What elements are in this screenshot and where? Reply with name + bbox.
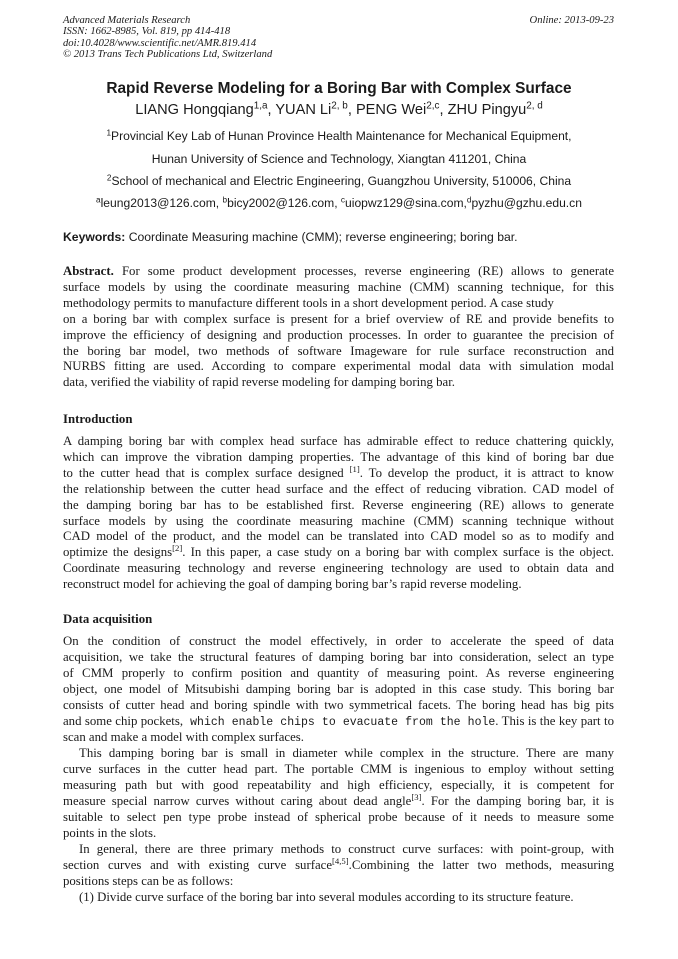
section-heading-introduction: Introduction — [63, 412, 133, 426]
author-affil-sup: 2,c — [426, 100, 440, 112]
abstract-line: methodology permits to manufacture different tools in a short development period. A case study — [63, 295, 554, 310]
citation-ref[interactable]: [2] — [172, 543, 183, 554]
keywords — [63, 230, 518, 244]
abstract-line: Abstract. For some product development processes, reverse engineering (RE) allows to generate — [63, 264, 615, 278]
online-date: Online: 2013-09-23 — [529, 15, 614, 26]
abstract-line: surface models by using the coordinate measuring machine (CMM) scanning technique, for this — [63, 279, 614, 294]
issn-line: ISSN: 1662-8985, Vol. 819, pp 414-418 — [63, 26, 231, 38]
abstract-label: Abstract. — [63, 264, 114, 278]
doi-line: doi:10.4028/www.scientific.net/AMR.819.414 — [63, 37, 257, 49]
author-name: YUAN Li — [275, 102, 332, 118]
abstract-line: the boring bar model, two methods of software Imageware for rule surface reconstruction and — [63, 343, 614, 358]
abstract — [63, 264, 614, 391]
email-link[interactable]: leung2013@126.com — [100, 196, 216, 210]
affiliation-1-line-1: $^1$Provincial Key Lab of Hunan Province Health Maintenance for Mechanical Equipment, — [106, 128, 572, 143]
author-name: PENG Wei — [355, 102, 427, 118]
citation-ref[interactable]: [4,5] — [332, 855, 349, 866]
author-emails: $^a$leung2013@126.com, $^b$bicy2002@126.com, $^c$uiopwz129@sina.com,$^d$pyzhu@gzhu.edu.cn — [96, 195, 582, 210]
author-list: LIANG Hongqiang$^{1,a}$, YUAN Li$^{2, b}$, PENG Wei$^{2,c}$, ZHU Pingyu$^{2, d}$ — [135, 100, 543, 118]
affiliation-sup: 2 — [106, 173, 112, 183]
journal-name: Advanced Materials Research — [63, 15, 191, 26]
introduction-body: A damping boring bar with complex head surface has admirable effect to reduce chattering quickly, which can improve the vibration damping properties. The advantage of this kind of boring bar due to the cutter head that is complex surface designed [1]. To develop the product, it is attract to know the relationship between the cutter head surface and the effect of reducing vibration. CAD model of the damping boring bar has to be established first. Reverse engineering (RE) allows to generate surface models by using the coordinate measuring machine (CMM) scanning technique without CAD model of the product, and the model can be translated into CAD model so as to modify and optimize the designs[2]. In this paper, a case study on a boring bar with complex surface is the object. Coordinate measuring technology and reverse engineering technology are used to obtain data and reconstruct model for achieving the goal of damping boring bar’s rapid reverse modeling. — [63, 434, 614, 592]
affiliation-sup: 1 — [106, 128, 112, 138]
abstract-line: on a boring bar with complex surface is present for a brief overview of RE and provide benefits to — [63, 311, 614, 326]
citation-ref[interactable]: [1] — [349, 464, 360, 475]
affiliation-2: $^2$School of mechanical and Electric Engineering, Guangzhou University, 510006, China — [106, 173, 572, 188]
citation-ref[interactable]: [3] — [411, 792, 422, 803]
email-link[interactable]: bicy2002@126.com — [227, 196, 335, 210]
section-heading-data-acquisition: Data acquisition — [63, 612, 153, 626]
abstract-line: NURBS fitting are used. According to compare experimental modal data with simulation modal — [63, 359, 614, 374]
abstract-line: data, verified the viability of rapid reverse modeling for damping boring bar. — [63, 375, 455, 390]
paper-title: Rapid Reverse Modeling for a Boring Bar with Complex Surface — [106, 80, 572, 97]
keywords-text: Coordinate Measuring machine (CMM); reverse engineering; boring bar. — [128, 230, 518, 244]
author-affil-sup: 1,a — [253, 100, 268, 112]
author-name: ZHU Pingyu — [447, 102, 527, 118]
author-affil-sup: 2, d — [526, 100, 543, 112]
copyright-line: © 2013 Trans Tech Publications Ltd, Switzerland — [63, 48, 273, 60]
affiliation-1-line-2: Hunan University of Science and Technology, Xiangtan 411201, China — [151, 152, 527, 166]
email-link[interactable]: pyzhu@gzhu.edu.cn — [471, 196, 582, 210]
monospace-fragment: which enable chips to evacuate from the hole — [183, 715, 496, 729]
journal-header — [63, 15, 272, 60]
author-name: LIANG Hongqiang — [135, 102, 254, 118]
data-acquisition-body: On the condition of construct the model effectively, in order to accelerate the speed of data acquisition, we take the structural features of damping boring bar into consideration, select an type of CMM properly to confirm position and quantity of measuring point. As reverse engineering object, one model of Mitsubishi damping boring bar is adopted in this case study. This boring bar consists of cutter head and boring spindle with two symmetrical facets. The boring head has big pits and some chip pockets, which enable chips to evacuate from the hole. This is the key part to scan and make a model with complex surfaces. This damping boring bar is small in diameter while complex in the structure. There are many curve surfaces in the cutter head part. The portable CMM is ingenious to employ without setting measuring path but with good repeatability and high efficiency, especially, it is competent for measure special narrow curves without caring about dead angle[3]. For the damping boring bar, it is suitable to select pen type probe instead of spherical probe because of it needs to measure some points in the slots. In general, there are three primary methods to construct curve surfaces: with point-group, with section curves and with existing curve surface[4,5].Combining the latter two methods, measuring positions steps can be as follows: (1) Divide curve surface of the boring bar into several modules according to its structure feature. — [63, 634, 614, 904]
abstract-line: improve the efficiency of designing and production processes. In order to guarantee the precision of — [63, 327, 614, 342]
keywords-label: Keywords: — [63, 230, 126, 244]
email-link[interactable]: uiopwz129@sina.com — [345, 196, 464, 210]
author-affil-sup: 2, b — [331, 100, 348, 112]
